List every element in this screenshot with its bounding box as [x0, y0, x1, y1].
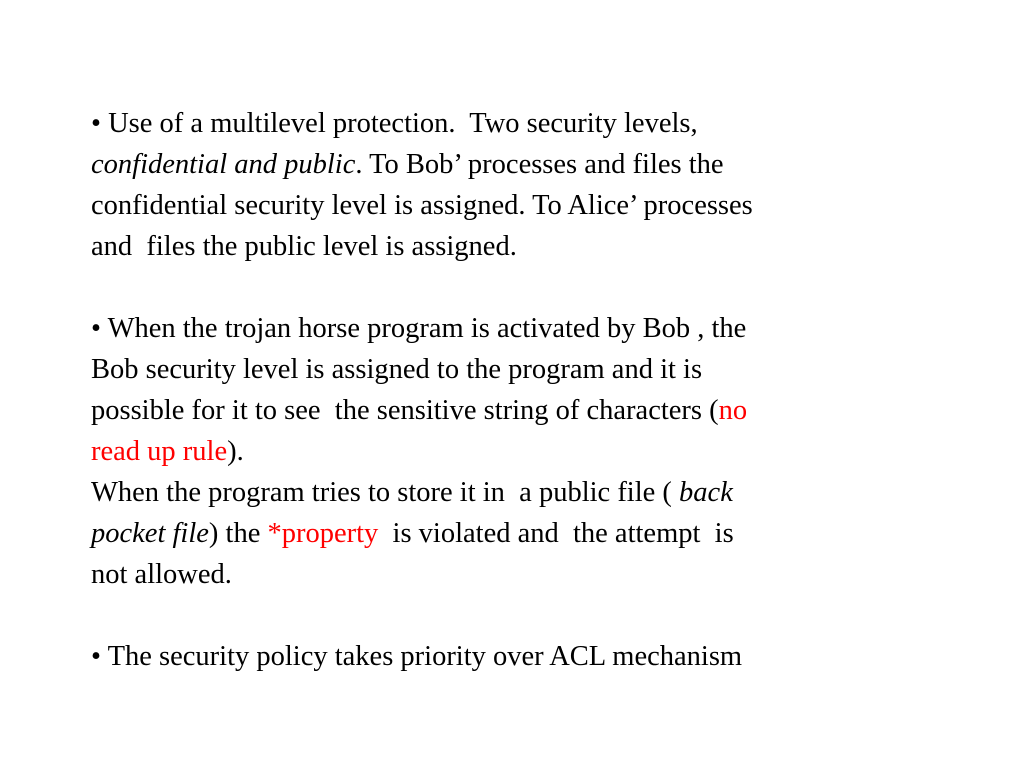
p1-line-3: [91, 185, 991, 226]
p2-line-7-text: not allowed.: [91, 559, 232, 590]
no-read-up-rule-part1: no: [718, 395, 748, 426]
p2-line-6-text-a: ) the: [208, 518, 268, 549]
star-property: *property: [267, 518, 379, 549]
p2-line-4-text: ).: [227, 436, 244, 467]
back-pocket-file-part2: pocket file: [91, 518, 209, 549]
p2-line-5: [91, 472, 991, 513]
p1-line-2-text: . To Bob’ processes and files the: [355, 149, 724, 180]
p2-line-7: [91, 554, 991, 595]
p2-line-2: [91, 349, 991, 390]
p1-line-3-text: confidential security level is assigned. To Alice’ processes: [91, 190, 753, 221]
p1-line-1-text: • Use of a multilevel protection. Two security levels,: [91, 108, 698, 139]
slide-text-body: [91, 103, 991, 677]
p1-line-1: [91, 103, 991, 144]
p2-line-6: [91, 513, 991, 554]
p2-line-2-text: Bob security level is assigned to the program and it is: [91, 354, 703, 385]
p1-line-4-text: and files the public level is assigned.: [91, 231, 517, 262]
p1-line-4: [91, 226, 991, 267]
paragraph-spacer: [91, 267, 991, 308]
p3-line-1: [91, 636, 991, 677]
p2-line-5-text: When the program tries to store it in a public file (: [91, 477, 680, 508]
p1-line-2: [91, 144, 991, 185]
paragraph-spacer: [91, 595, 991, 636]
p2-line-4: [91, 431, 991, 472]
p2-line-1: [91, 308, 991, 349]
back-pocket-file-part1: back: [679, 477, 733, 508]
p1-security-levels-italic: confidential and public: [91, 149, 356, 180]
p3-line-1-text: • The security policy takes priority over ACL mechanism: [91, 641, 743, 672]
p2-line-3-text: possible for it to see the sensitive string of characters (: [91, 395, 719, 426]
p2-line-1-text: • When the trojan horse program is activated by Bob , the: [91, 313, 747, 344]
p2-line-6-text-b: is violated and the attempt is: [378, 518, 734, 549]
no-read-up-rule-part2: read up rule: [91, 436, 228, 467]
p2-line-3: [91, 390, 991, 431]
